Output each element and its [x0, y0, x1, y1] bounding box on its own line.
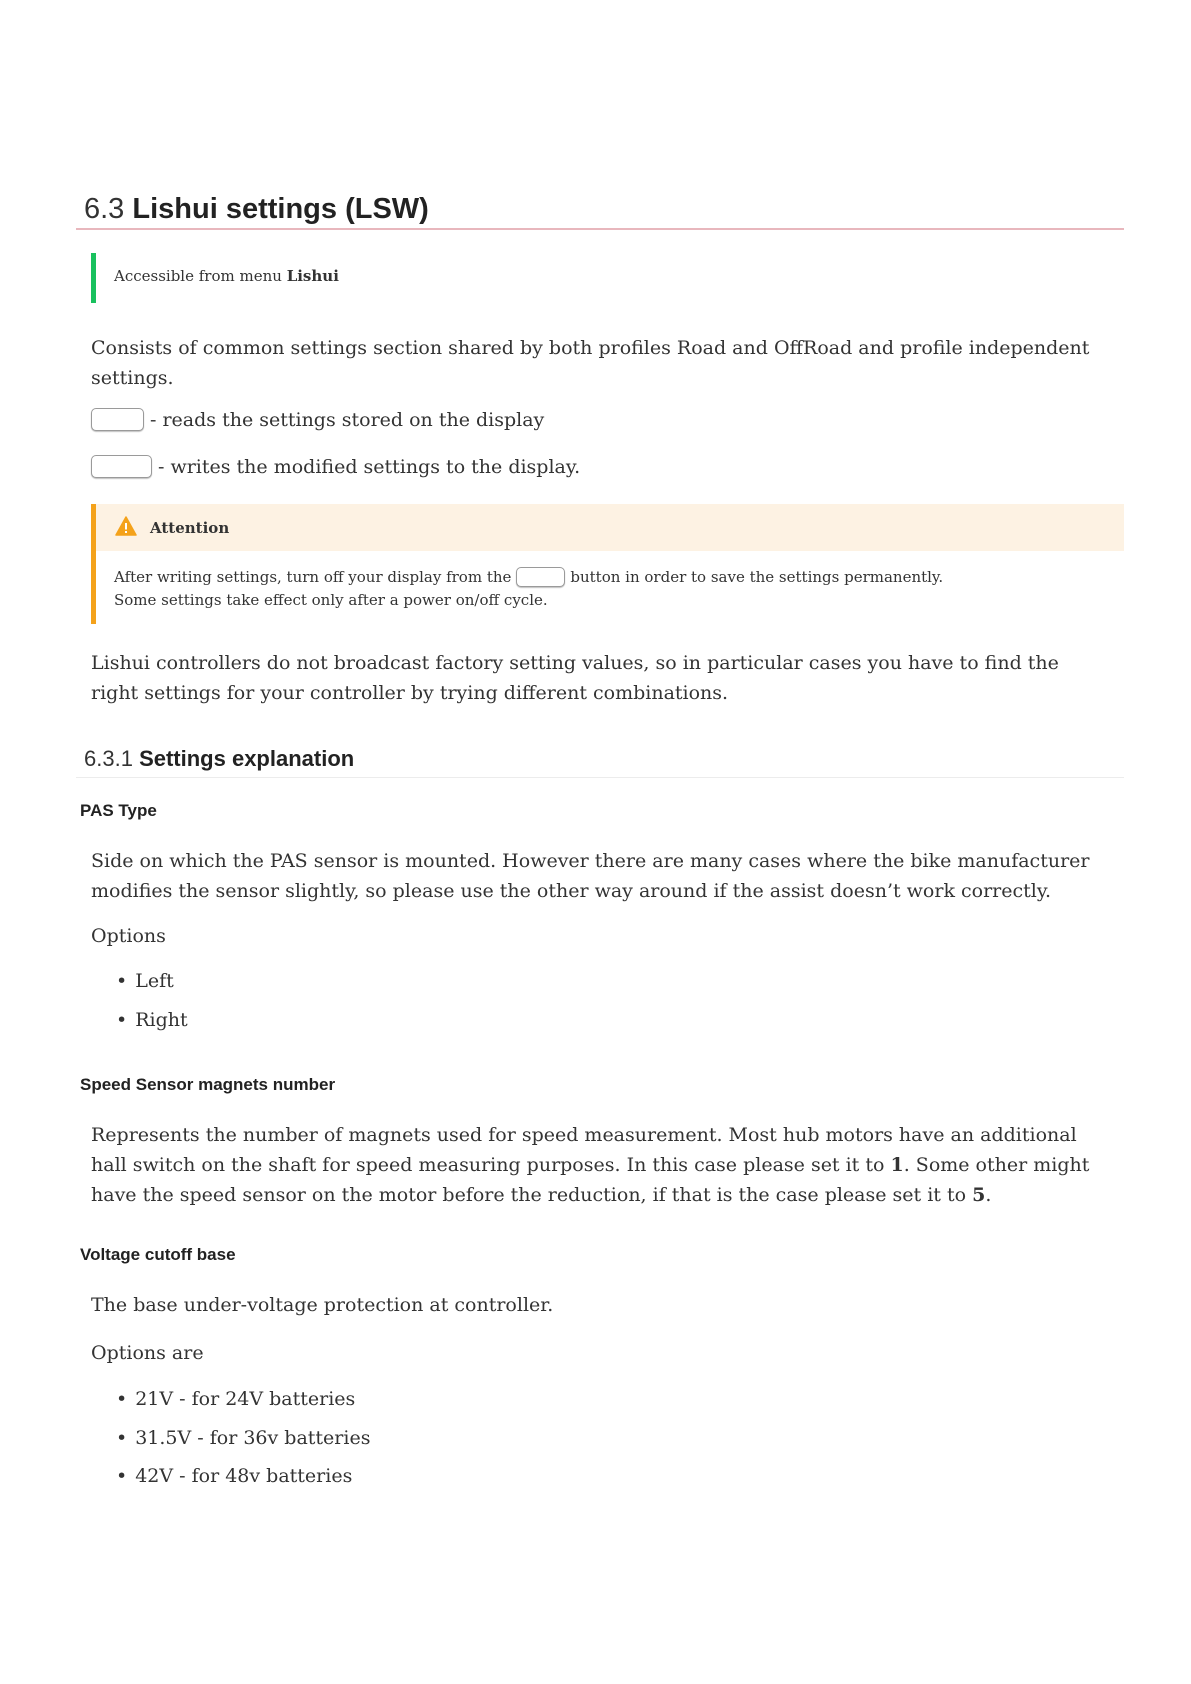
read-button[interactable] [91, 408, 144, 431]
subsection-title [84, 744, 1124, 774]
menu-note-menu-name: Lishui [286, 267, 339, 285]
write-description: - writes the modified settings to the display. [158, 456, 581, 478]
subsection-number: 6.3.1 [84, 746, 133, 771]
attention-line1-start: After writing settings, turn off your display from the [114, 568, 512, 586]
attention-box [91, 504, 1129, 624]
read-description: - reads the settings stored on the display [150, 409, 545, 431]
list-item: • Left [116, 966, 188, 1005]
pas-options-label: Options [91, 925, 166, 947]
attention-line2: Some settings take effect only after a power on/off cycle. [114, 591, 548, 609]
section-title-rule [76, 228, 1124, 230]
warning-icon [115, 516, 137, 536]
write-row [91, 452, 580, 482]
attention-title: Attention [150, 519, 230, 537]
attention-body [114, 566, 943, 612]
intro-paragraph: Consists of common settings section shared by both profiles Road and OffRoad and profile independent settings. [91, 337, 1090, 389]
section-title-text: Lishui settings (LSW) [132, 193, 429, 225]
pas-options-list [116, 966, 188, 1043]
section-number: 6.3 [84, 193, 125, 225]
subsection-title-text: Settings explanation [139, 746, 355, 771]
list-item: • Right [116, 1005, 188, 1044]
pas-type-description: Side on which the PAS sensor is mounted. However there are many cases where the bike manufacturer modifies the sensor slightly, so please use the other way around if the assist doesn’t work correctly. [91, 850, 1090, 902]
voltage-options-label: Options are [91, 1342, 204, 1364]
write-button[interactable] [91, 455, 152, 478]
magnet-value-5: 5 [972, 1184, 986, 1206]
voltage-cutoff-heading: Voltage cutoff base [80, 1245, 236, 1264]
power-button[interactable] [516, 567, 565, 587]
speed-sensor-description: Represents the number of magnets used for speed measurement. Most hub motors have an additional hall switch on the shaft for speed measuring purposes. In this case please set it to 1. Some other might have the speed sensor on the motor before the reduction, if that is the case please set it to 5. [91, 1124, 1090, 1206]
attention-header [96, 504, 1124, 551]
list-item: • 31.5V - for 36v batteries [116, 1423, 370, 1462]
pas-type-heading: PAS Type [80, 801, 157, 820]
menu-note [91, 253, 696, 303]
magnet-value-1: 1 [890, 1154, 904, 1176]
read-row [91, 405, 544, 435]
voltage-cutoff-description: The base under-voltage protection at controller. [91, 1294, 554, 1316]
menu-note-text: Accessible from menu [114, 267, 287, 285]
list-item: • 42V - for 48v batteries [116, 1461, 370, 1500]
section-title [84, 190, 1124, 228]
lishui-paragraph: Lishui controllers do not broadcast factory setting values, so in particular cases you have to find the right settings for your controller by trying different combinations. [91, 652, 1059, 704]
voltage-options-list [116, 1384, 370, 1500]
subsection-rule [76, 777, 1124, 778]
list-item: • 21V - for 24V batteries [116, 1384, 370, 1423]
attention-line1-end: button in order to save the settings permanently. [570, 568, 944, 586]
speed-sensor-heading: Speed Sensor magnets number [80, 1075, 336, 1094]
